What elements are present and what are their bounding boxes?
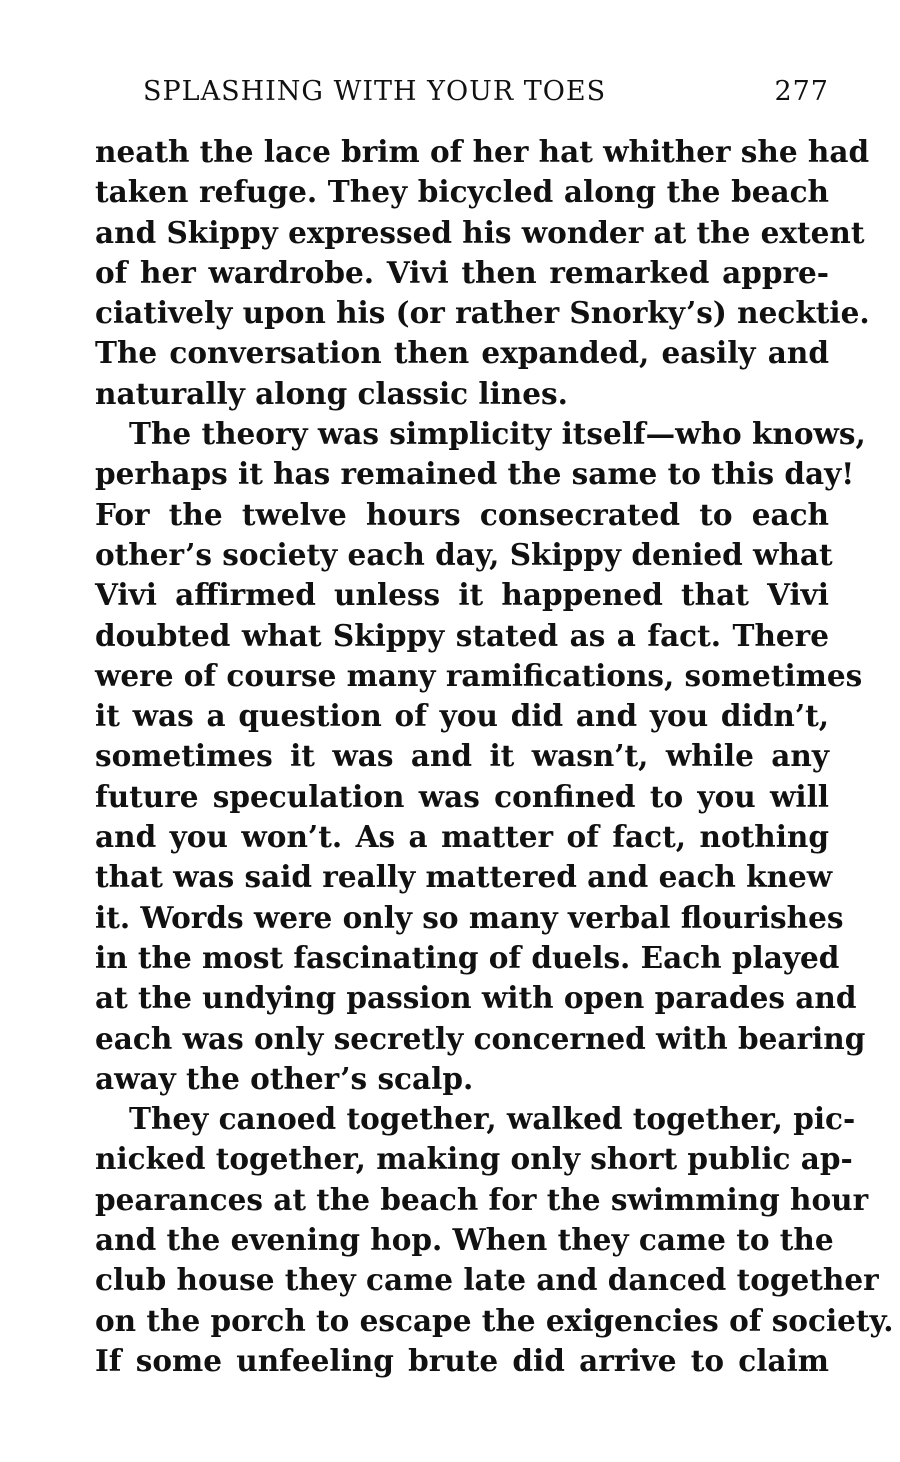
text-line: pearances at the beach for the swimming hour [95,1181,869,1217]
book-page [95,66,894,1381]
running-title: SPLASHING WITH YOUR TOES [143,76,607,107]
paragraph [95,1099,894,1381]
text-line: If some unfeeling brute did arrive to claim [95,1342,829,1378]
text-line: nicked together, making only short public ap- [95,1141,853,1177]
text-line: club house they came late and danced together [95,1262,879,1298]
text-line: neath the lace brim of her hat whither she had [95,134,870,169]
text-line: and Skippy expressed his wonder at the extent [95,214,865,250]
body-text [95,132,894,1381]
text-line: it. Words were only so many verbal flourishes [95,899,844,935]
text-line: ciatively upon his (or rather Snorky’s) necktie. [95,295,870,331]
text-line: The conversation then expanded, easily and [95,335,829,371]
text-line: and you won’t. As a matter of fact, nothing [95,819,829,855]
text-line: it was a question of you did and you didn’t, [95,698,829,734]
text-line: on the porch to escape the exigencies of society. [95,1302,894,1338]
paragraph [95,132,870,414]
text-line: each was only secretly concerned with bearing [95,1020,866,1056]
text-line: of her wardrobe. Vivi then remarked appre- [95,254,829,290]
text-line: that was said really mattered and each knew [95,859,833,895]
text-line: were of course many ramifications, sometimes [95,657,863,693]
text-line: away the other’s scalp. [95,1060,474,1096]
text-line: For the twelve hours consecrated to each [95,496,829,532]
text-line: taken refuge. They bicycled along the beach [95,174,829,210]
text-line: at the undying passion with open parades and [95,980,857,1016]
text-line: Vivi affirmed unless it happened that Vivi [95,577,829,613]
page-number: 277 [774,76,829,107]
text-line: The theory was simplicity itself—who knows, [129,416,866,452]
paragraph [95,414,866,1099]
text-line: future speculation was confined to you will [95,778,829,814]
text-line: doubted what Skippy stated as a fact. There [95,617,829,653]
text-line: in the most fascinating of duels. Each played [95,939,840,975]
text-line: sometimes it was and it wasn’t, while any [95,738,829,774]
text-line: and the evening hop. When they came to the [95,1222,834,1258]
text-line: other’s society each day, Skippy denied what [95,536,833,572]
text-line: They canoed together, walked together, pic- [129,1101,856,1137]
text-line: perhaps it has remained the same to this day! [95,456,855,492]
text-line: naturally along classic lines. [95,375,568,411]
running-head [95,66,829,118]
